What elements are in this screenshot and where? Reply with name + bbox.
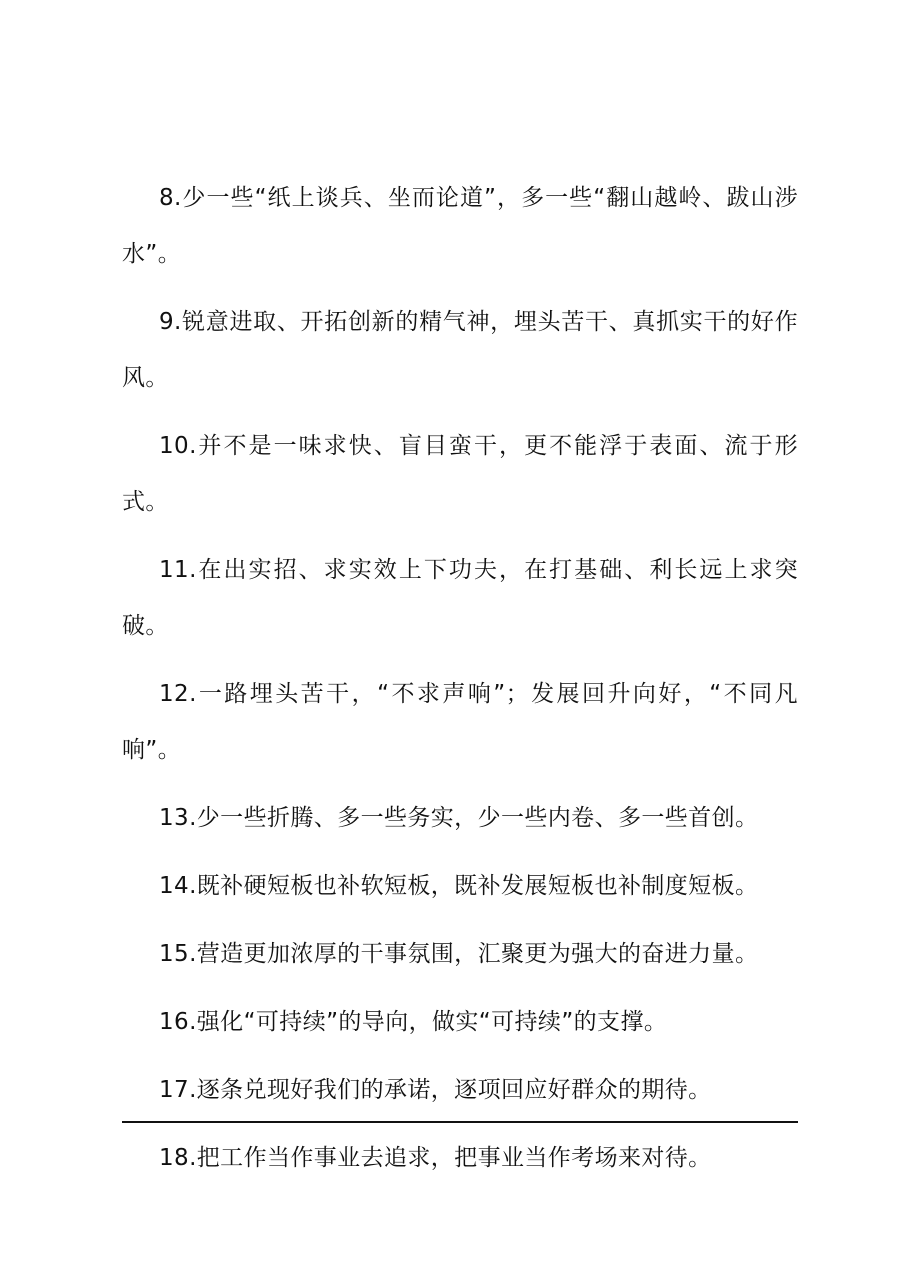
list-item: 9.锐意进取、开拓创新的精气神，埋头苦干、真抓实干的好作风。 — [122, 309, 798, 391]
list-item: 8.少一些“纸上谈兵、坐而论道”，多一些“翻山越岭、跋山涉水”。 — [122, 185, 798, 267]
list-item: 13.少一些折腾、多一些务实，少一些内卷、多一些首创。 — [159, 805, 759, 831]
bottom-rule-divider — [122, 1121, 798, 1123]
list-item: 12.一路埋头苦干，“不求声响”；发展回升向好，“不同凡响”。 — [122, 681, 798, 763]
document-body — [122, 170, 798, 1198]
list-item: 15.营造更加浓厚的干事氛围，汇聚更为强大的奋进力量。 — [159, 941, 759, 967]
list-item: 10.并不是一味求快、盲目蛮干，更不能浮于表面、流于形式。 — [122, 433, 798, 515]
list-item: 11.在出实招、求实效上下功夫，在打基础、利长远上求突破。 — [122, 557, 798, 639]
list-item: 17.逐条兑现好我们的承诺，逐项回应好群众的期待。 — [159, 1077, 712, 1103]
list-item: 14.既补硬短板也补软短板，既补发展短板也补制度短板。 — [159, 873, 759, 899]
list-item: 18.把工作当作事业去追求，把事业当作考场来对待。 — [159, 1145, 712, 1171]
list-item: 16.强化“可持续”的导向，做实“可持续”的支撑。 — [159, 1009, 668, 1035]
